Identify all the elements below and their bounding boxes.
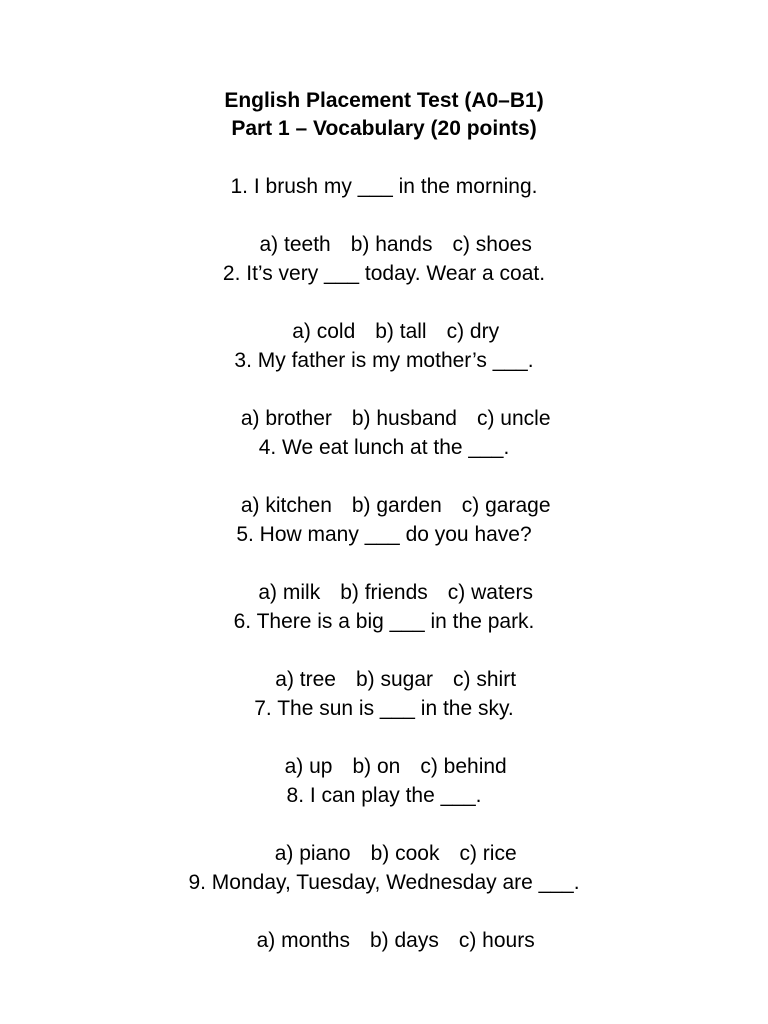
option-b: b) tall	[375, 320, 427, 343]
option-a: a) teeth	[259, 233, 331, 256]
option-c: c) hours	[458, 929, 535, 952]
option-b: b) on	[352, 755, 401, 778]
option-c: c) shoes	[452, 233, 532, 256]
option-c: c) dry	[446, 320, 500, 343]
option-c: c) behind	[420, 755, 507, 778]
option-a: a) tree	[275, 668, 336, 691]
option-a: a) up	[284, 755, 333, 778]
option-b: b) garden	[351, 494, 442, 517]
option-a: a) piano	[274, 842, 351, 865]
option-c: c) shirt	[453, 668, 517, 691]
option-a: a) months	[256, 929, 350, 952]
option-c: c) waters	[447, 581, 533, 604]
question-2-prompt: 2. It’s very ___ today. Wear a coat.	[222, 262, 546, 285]
option-a: a) milk	[258, 581, 321, 604]
option-a: a) cold	[292, 320, 356, 343]
option-a: a) kitchen	[240, 494, 332, 517]
option-c: c) uncle	[476, 407, 551, 430]
section-title: Part 1 – Vocabulary (20 points)	[231, 117, 537, 140]
option-b: b) days	[369, 929, 439, 952]
test-title: English Placement Test (A0–B1)	[224, 89, 544, 112]
question-4-prompt: 4. We eat lunch at the ___.	[258, 436, 510, 459]
option-c: c) garage	[461, 494, 551, 517]
option-b: b) friends	[340, 581, 428, 604]
option-b: b) husband	[351, 407, 457, 430]
option-b: b) cook	[370, 842, 440, 865]
option-a: a) brother	[240, 407, 332, 430]
option-b: b) sugar	[356, 668, 434, 691]
question-7-prompt: 7. The sun is ___ in the sky.	[254, 697, 514, 720]
question-3-prompt: 3. My father is my mother’s ___.	[234, 349, 534, 372]
question-5-prompt: 5. How many ___ do you have?	[236, 523, 532, 546]
question-1-prompt: 1. I brush my ___ in the morning.	[230, 175, 538, 198]
question-9-options	[0, 897, 768, 984]
question-8-prompt: 8. I can play the ___.	[286, 784, 482, 807]
option-b: b) hands	[350, 233, 433, 256]
option-c: c) rice	[459, 842, 517, 865]
question-6-prompt: 6. There is a big ___ in the park.	[233, 610, 535, 633]
question-9-prompt: 9. Monday, Tuesday, Wednesday are ___.	[188, 871, 580, 894]
